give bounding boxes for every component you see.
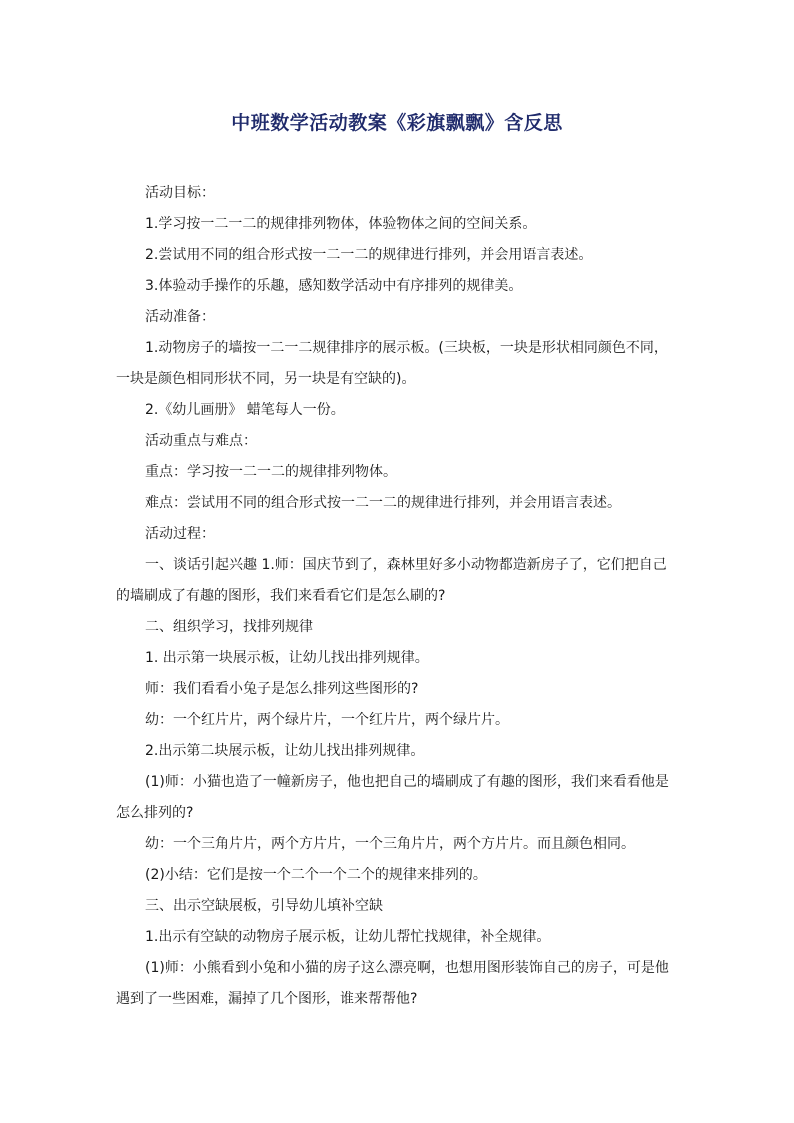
paragraph-teacher-question: 师：我们看看小兔子是怎么排列这些图形的? [145, 681, 419, 697]
paragraph-step-2-heading: 二、组织学习，找排列规律 [145, 619, 313, 635]
paragraph-preparation-1: 1.动物房子的墙按一二一二规律排序的展示板。(三块板，一块是形状相同颜色不同，一块是颜色相同形状不同，另一块是有空缺的)。 [116, 340, 668, 387]
paragraph-child-answer-2: 幼：一个三角片片，两个方片片，一个三角片片，两个方片片。而且颜色相同。 [145, 836, 635, 852]
document-body [116, 178, 680, 1015]
paragraph-step-1: 一、谈话引起兴趣 1.师：国庆节到了，森林里好多小动物都造新房子了，它们把自己的墙刷成了有趣的图形，我们来看看它们是怎么刷的? [116, 557, 667, 604]
paragraph-difficulty: 难点：尝试用不同的组合形式按一二一二的规律进行排列，并会用语言表述。 [145, 495, 621, 511]
paragraph-key-point: 重点：学习按一二一二的规律排列物体。 [145, 464, 397, 480]
paragraph-preparation-heading: 活动准备： [145, 309, 215, 325]
paragraph-objective-1: 1.学习按一二一二的规律排列物体，体验物体之间的空间关系。 [145, 216, 537, 232]
paragraph-preparation-2: 2.《幼儿画册》 蜡笔每人一份。 [145, 402, 345, 418]
paragraph-step-3-1-1: (1)师：小熊看到小兔和小猫的房子这么漂亮啊，也想用图形装饰自己的房子，可是他遇到了一些困难，漏掉了几个图形，谁来帮帮他? [116, 960, 669, 1007]
paragraph-step-3-heading: 三、出示空缺展板，引导幼儿填补空缺 [145, 898, 383, 914]
document-title: 中班数学活动教案《彩旗飘飘》含反思 [231, 112, 563, 134]
paragraph-process-heading: 活动过程： [145, 526, 215, 542]
paragraph-step-2-1: 1. 出示第一块展示板，让幼儿找出排列规律。 [145, 650, 429, 666]
paragraph-objective-2: 2.尝试用不同的组合形式按一二一二的规律进行排列，并会用语言表述。 [145, 247, 593, 263]
paragraph-focus-heading: 活动重点与难点： [145, 433, 257, 449]
paragraph-step-2-2-1: (1)师：小猫也造了一幢新房子，他也把自己的墙刷成了有趣的图形，我们来看看他是怎么排列的? [116, 774, 669, 821]
paragraph-child-answer-1: 幼：一个红片片，两个绿片片，一个红片片，两个绿片片。 [145, 712, 509, 728]
paragraph-step-2-2: 2.出示第二块展示板，让幼儿找出排列规律。 [145, 743, 425, 759]
paragraph-step-3-1: 1.出示有空缺的动物房子展示板，让幼儿帮忙找规律，补全规律。 [145, 929, 551, 945]
paragraph-summary: (2)小结：它们是按一个二个一个二个的规律来排列的。 [145, 867, 487, 883]
paragraph-objective-3: 3.体验动手操作的乐趣，感知数学活动中有序排列的规律美。 [145, 278, 523, 294]
paragraph-objectives-heading: 活动目标： [145, 185, 215, 201]
